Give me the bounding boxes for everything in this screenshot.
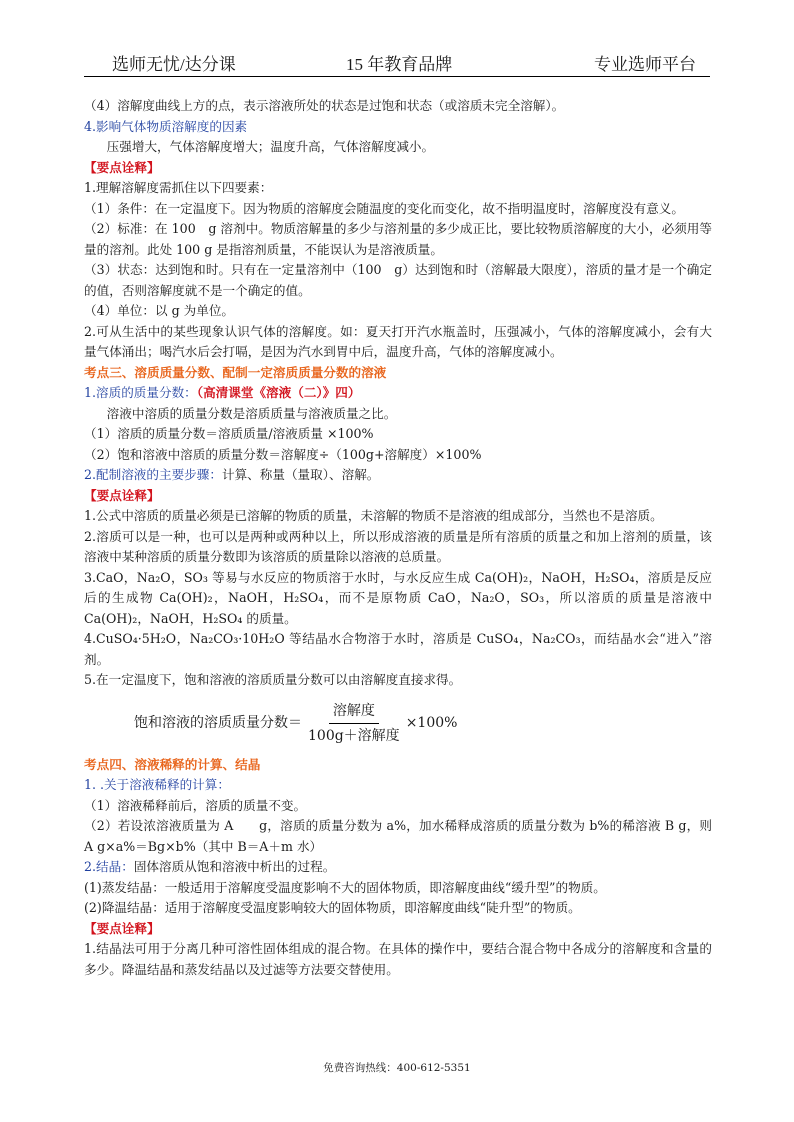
topic-heading: 考点四、溶液稀释的计算、结晶 bbox=[84, 756, 261, 772]
paragraph: 计算、称量（量取）、溶解。 bbox=[221, 467, 380, 482]
paragraph: 固体溶质从饱和溶液中析出的过程。 bbox=[133, 859, 336, 874]
section-heading: 1.溶质的质量分数： bbox=[84, 385, 197, 400]
section-heading: 2.配制溶液的主要步骤： bbox=[84, 467, 222, 482]
paragraph: 1.结晶法可用于分离几种可溶性固体组成的混合物。在具体的操作中，要结合混合物中各成分的溶解度和含量的多少。降温结晶和蒸发结晶以及过滤等方法要交替使用。 bbox=[84, 941, 712, 977]
paragraph: （4）溶解度曲线上方的点，表示溶液所处的状态是过饱和状态（或溶质未完全溶解）。 bbox=[84, 98, 565, 113]
section-heading: 1. .关于溶液稀释的计算： bbox=[84, 777, 230, 792]
footer-hotline: 免费咨询热线：400-612-5351 bbox=[323, 1062, 471, 1074]
paragraph: 1.公式中溶质的质量必须是已溶解的物质的质量，未溶解的物质不是溶液的组成部分，当然也不是溶质。 bbox=[84, 508, 663, 523]
paragraph: 5.在一定温度下，饱和溶液的溶质质量分数可以由溶解度直接求得。 bbox=[84, 672, 462, 687]
paragraph: （1）条件：在一定温度下。因为物质的溶解度会随温度的变化而变化，故不指明温度时，溶解度没有意义。 bbox=[84, 200, 684, 216]
paragraph: （2）标准：在 100 g 溶剂中。物质溶解量的多少与溶剂量的多少成正比，要比较物质溶解度的大小，必须用等量的溶剂。此处 100 g 是指溶剂质量，不能误认为是溶液质量。 bbox=[84, 221, 712, 257]
paragraph: 4.CuSO₄·5H₂O，Na₂CO₃·10H₂O 等结晶水合物溶于水时，溶质是 CuSO₄，Na₂CO₃，而结晶水会“进入”溶剂。 bbox=[84, 631, 712, 667]
paragraph: （2）饱和溶液中溶质的质量分数＝溶解度÷（100g+溶解度）×100% bbox=[84, 446, 482, 462]
paragraph: （4）单位：以 g 为单位。 bbox=[84, 303, 235, 318]
topic-heading: 考点三、溶质质量分数、配制一定溶质质量分数的溶液 bbox=[84, 364, 387, 380]
paragraph: 压强增大，气体溶解度增大；温度升高，气体溶解度减小。 bbox=[106, 139, 435, 154]
key-point-label: 【要点诠释】 bbox=[84, 159, 160, 175]
header-slogan: 15 年教育品牌 bbox=[346, 55, 453, 74]
section-heading: 4.影响气体物质溶解度的因素 bbox=[84, 118, 248, 134]
paragraph: （1）溶质的质量分数＝溶质质量/溶液质量 ×100% bbox=[84, 426, 374, 441]
key-point-label: 【要点诠释】 bbox=[84, 920, 160, 936]
paragraph: 2.可从生活中的某些现象认识气体的溶解度。如：夏天打开汽水瓶盖时，压强减小，气体的溶解度减小，会有大量气体涌出；喝汽水后会打嗝，是因为汽水到胃中后，温度升高，气体的溶解度减小。 bbox=[84, 323, 712, 359]
header-platform: 专业选师平台 bbox=[594, 55, 696, 74]
document-body bbox=[84, 96, 712, 980]
paragraph: （1）溶液稀释前后，溶质的质量不变。 bbox=[84, 797, 307, 813]
formula-left: 饱和溶液的溶质质量分数＝ bbox=[134, 715, 302, 732]
key-point-label: 【要点诠释】 bbox=[84, 487, 160, 503]
paragraph: 溶液中溶质的质量分数是溶质质量与溶液质量之比。 bbox=[106, 405, 397, 421]
formula-numerator: 溶解度 bbox=[329, 701, 379, 725]
paragraph: (1)蒸发结晶：一般适用于溶解度受温度影响不大的固体物质，即溶解度曲线“缓升型”的物质。 bbox=[84, 879, 606, 895]
header-brand: 选师无忧/达分课 bbox=[112, 55, 236, 74]
formula bbox=[134, 701, 712, 747]
section-heading: 2.结晶： bbox=[84, 859, 134, 874]
paragraph: (2)降温结晶：适用于溶解度受温度影响较大的固体物质，即溶解度曲线“陡升型”的物质。 bbox=[84, 900, 581, 915]
paragraph: 2.溶质可以是一种，也可以是两种或两种以上，所以形成溶液的质量是所有溶质的质量之和加上溶剂的质量，该溶液中某种溶质的质量分数即为该溶质的质量除以溶液的总质量。 bbox=[84, 528, 712, 564]
course-reference: （高清课堂《溶液（二）》四） bbox=[196, 385, 361, 400]
formula-right: ×100% bbox=[405, 715, 458, 732]
formula-fraction bbox=[304, 701, 404, 747]
paragraph: 1.理解溶解度需抓住以下四要素： bbox=[84, 180, 273, 195]
paragraph: 3.CaO，Na₂O，SO₃ 等易与水反应的物质溶于水时，与水反应生成 Ca(OH)₂，NaOH，H₂SO₄，溶质是反应后的生成物 Ca(OH)₂，NaOH，H₂SO₄，而不是原物质 CaO，Na₂O，SO₃，所以溶质的质量是溶液中 Ca(OH)₂，NaOH，H₂SO₄ 的质量。 bbox=[84, 569, 712, 626]
paragraph: （2）若设浓溶液质量为 A g，溶质的质量分数为 a%，加水稀释成溶质的质量分数为 b%的稀溶液 B g，则 A g×a%＝Bg×b%（其中 B＝A＋m 水） bbox=[84, 818, 712, 854]
page-header bbox=[84, 44, 710, 77]
paragraph: （3）状态：达到饱和时。只有在一定量溶剂中（100 g）达到饱和时（溶解最大限度），溶质的量才是一个确定的值，否则溶解度就不是一个确定的值。 bbox=[84, 262, 712, 298]
formula-denominator: 100g＋溶解度 bbox=[308, 728, 400, 744]
